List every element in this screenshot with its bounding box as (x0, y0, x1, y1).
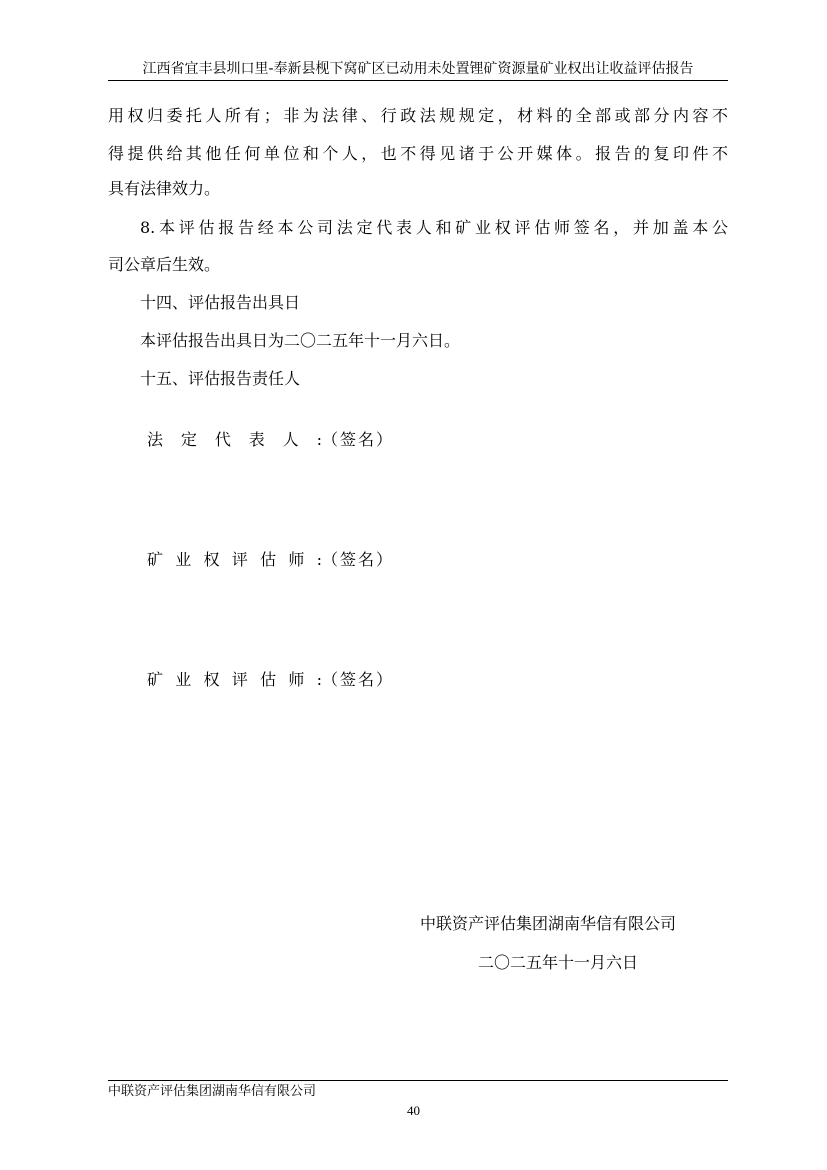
paragraph-line: 用权归委托人所有；非为法律、行政法规规定，材料的全部或部分内容不 (108, 106, 728, 125)
section-heading-15: 十五、评估报告责任人 (140, 369, 301, 388)
signature-line-legal-representative (147, 429, 394, 451)
signature-line-appraiser (147, 549, 394, 571)
closing-date: 二〇二五年十一月六日 (478, 953, 639, 972)
section-heading-14: 十四、评估报告出具日 (140, 293, 301, 312)
header-divider (108, 80, 728, 81)
issue-date-statement: 本评估报告出具日为二〇二五年十一月六日。 (140, 331, 461, 350)
signature-note: （签名） (322, 430, 395, 449)
report-title: 江西省宜丰县圳口里-奉新县枧下窝矿区已动用未处置锂矿资源量矿业权出让收益评估报告 (142, 61, 694, 77)
page-number: 40 (407, 1103, 420, 1118)
signature-note: （签名） (322, 670, 395, 689)
clause-8-continuation: 司公章后生效。 (108, 255, 221, 274)
closing-company-name: 中联资产评估集团湖南华信有限公司 (420, 914, 677, 933)
paragraph-line: 得提供给其他任何单位和个人，也不得见诸于公开媒体。报告的复印件不 (108, 144, 728, 163)
signature-line-appraiser (147, 669, 394, 691)
clause-8-line (140, 216, 728, 239)
footer-divider (108, 1080, 728, 1081)
signature-role: 矿业权评估师: (147, 550, 322, 569)
signature-note: （签名） (322, 550, 395, 569)
paragraph-line: 具有法律效力。 (108, 179, 221, 198)
signature-role: 法定代表人: (147, 430, 322, 449)
signature-role: 矿业权评估师: (147, 670, 322, 689)
footer-company-name: 中联资产评估集团湖南华信有限公司 (108, 1084, 317, 1099)
clause-8-text: 8.本评估报告经本公司法定代表人和矿业权评估师签名，并加盖本公 (140, 218, 728, 237)
